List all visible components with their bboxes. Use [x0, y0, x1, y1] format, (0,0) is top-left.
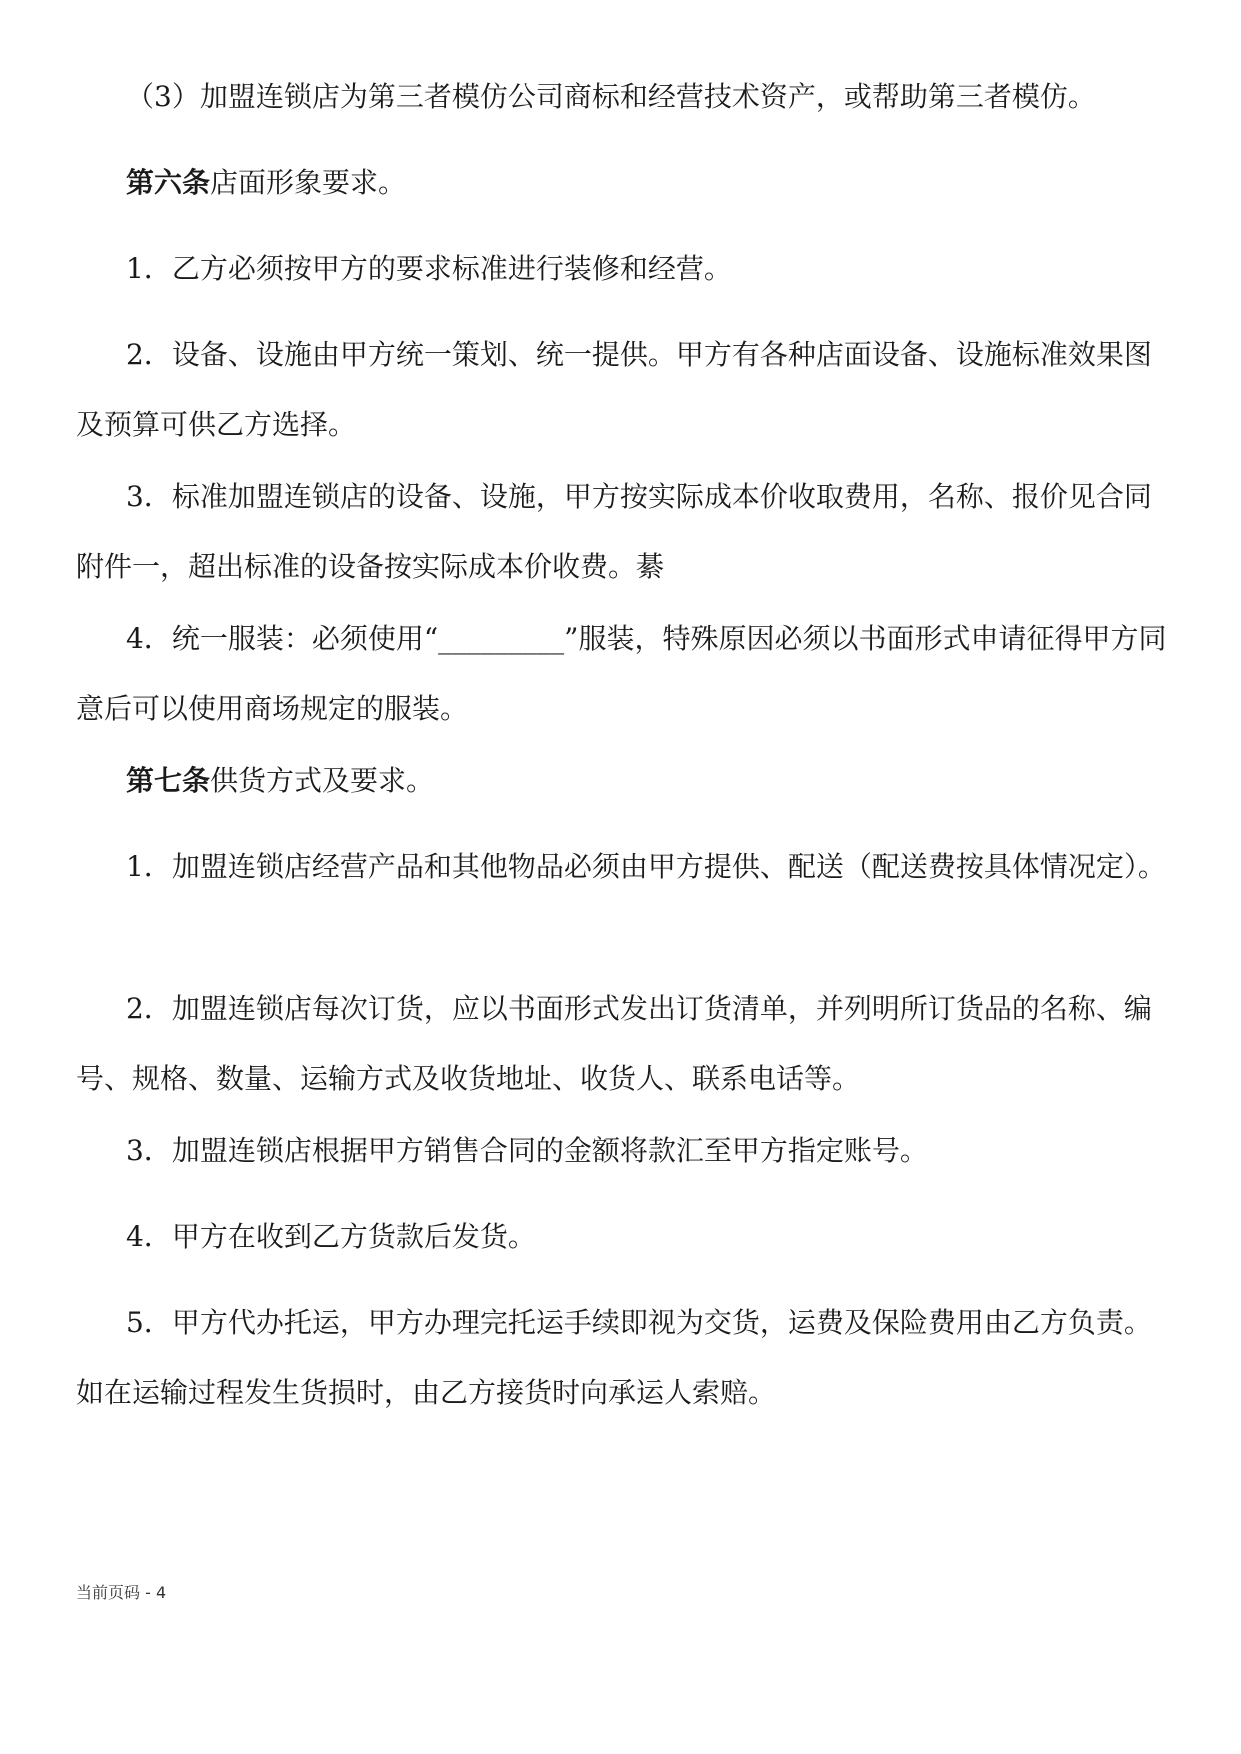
paragraph-text: 1．加盟连锁店经营产品和其他物品必须由甲方提供、配送（配送费按具体情况定）。 — [126, 850, 1166, 883]
paragraph-article-6-item-1 — [76, 234, 1176, 304]
paragraph-article-6-item-3 — [76, 462, 1176, 602]
paragraph-article-7-item-1 — [76, 832, 1176, 902]
paragraph-text: 3．标准加盟连锁店的设备、设施，甲方按实际成本价收取费用，名称、报价见合同附件一，超出标准的设备按实际成本价收费。綦 — [76, 480, 1152, 583]
heading-article-7 — [76, 746, 1176, 816]
paragraph-text: 4．统一服装：必须使用“_________”服装，特殊原因必须以书面形式申请征得甲方同意后可以使用商场规定的服装。 — [76, 622, 1167, 725]
heading-article-6 — [76, 148, 1176, 218]
paragraph-text: 1．乙方必须按甲方的要求标准进行装修和经营。 — [126, 252, 732, 285]
article-number: 第六条 — [126, 166, 211, 199]
paragraph-text: （3）加盟连锁店为第三者模仿公司商标和经营技术资产，或帮助第三者模仿。 — [126, 80, 1096, 113]
paragraph-clause-5-item-3 — [76, 62, 1176, 132]
article-number: 第七条 — [126, 764, 211, 797]
paragraph-text: 4．甲方在收到乙方货款后发货。 — [126, 1220, 536, 1253]
paragraph-text: 3．加盟连锁店根据甲方销售合同的金额将款汇至甲方指定账号。 — [126, 1134, 928, 1167]
paragraph-text: 2．设备、设施由甲方统一策划、统一提供。甲方有各种店面设备、设施标准效果图及预算可供乙方选择。 — [76, 338, 1152, 441]
paragraph-article-7-item-4 — [76, 1202, 1176, 1272]
paragraph-article-6-item-4 — [76, 604, 1176, 744]
article-title: 店面形象要求。 — [210, 166, 407, 199]
paragraph-article-7-item-3 — [76, 1116, 1176, 1186]
paragraph-article-7-item-2 — [76, 974, 1176, 1114]
paragraph-text: 2．加盟连锁店每次订货，应以书面形式发出订货清单，并列明所订货品的名称、编号、规格、数量、运输方式及收货地址、收货人、联系电话等。 — [76, 992, 1152, 1095]
paragraph-text: 5．甲方代办托运，甲方办理完托运手续即视为交货，运费及保险费用由乙方负责。如在运输过程发生货损时，由乙方接货时向承运人索赔。 — [76, 1306, 1152, 1409]
page-number-footer: 当前页码 - 4 — [76, 1583, 167, 1602]
paragraph-article-7-item-5 — [76, 1288, 1176, 1428]
article-title: 供货方式及要求。 — [210, 764, 435, 797]
paragraph-article-6-item-2 — [76, 320, 1176, 460]
